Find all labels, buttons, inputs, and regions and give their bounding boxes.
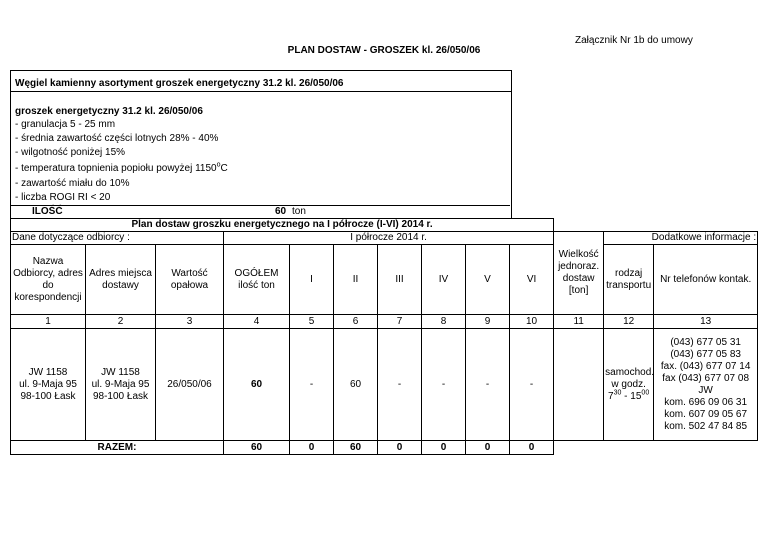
cell-address: JW 1158 ul. 9-Maja 95 98-100 Łask xyxy=(86,329,156,441)
spec-line: - liczba ROGI RI < 20 xyxy=(15,192,111,203)
col-number: 6 xyxy=(334,315,378,329)
col-number: 10 xyxy=(510,315,554,329)
header-month: II xyxy=(334,245,378,315)
totals-row xyxy=(11,441,758,455)
spec-line: - wilgotność poniżej 15% xyxy=(15,147,126,158)
header-value: Wartość opałowa xyxy=(156,245,224,315)
spec-line-temp: - temperatura topnienia popiołu powyżej 1150$^o$C xyxy=(15,161,228,174)
cell-value: 26/050/06 xyxy=(156,329,224,441)
divider xyxy=(11,91,511,92)
cell-transport: samochod. w godz. $7^{30} - 15^{00}$ xyxy=(604,329,654,441)
cell-month: - xyxy=(290,329,334,441)
quantity-unit: ton xyxy=(292,206,306,217)
col-number: 8 xyxy=(422,315,466,329)
col-number: 1 xyxy=(11,315,86,329)
cell-month: 60 xyxy=(334,329,378,441)
header-total: OGÓŁEM ilość ton xyxy=(224,245,290,315)
spec-subheader: groszek energetyczny 31.2 kl. 26/050/06 xyxy=(15,106,203,117)
header-month: VI xyxy=(510,245,554,315)
header-month: I xyxy=(290,245,334,315)
spec-box xyxy=(10,70,512,219)
header-month: III xyxy=(378,245,422,315)
col-number: 5 xyxy=(290,315,334,329)
quantity-row xyxy=(10,205,510,218)
col-number: 3 xyxy=(156,315,224,329)
spec-header: Węgiel kamienny asortyment groszek energetyczny 31.2 kl. 26/050/06 xyxy=(15,78,344,89)
header-month: V xyxy=(466,245,510,315)
header-transport: rodzaj transportu xyxy=(604,245,654,315)
col-number: 11 xyxy=(554,315,604,329)
spec-line: - granulacja 5 - 25 mm xyxy=(15,119,116,130)
group-recipient: Dane dotyczące odbiorcy : xyxy=(11,232,224,245)
quantity-value: 60 xyxy=(275,206,287,217)
delivery-plan-table xyxy=(10,218,758,455)
totals-month: 0 xyxy=(510,441,554,455)
col-number: 13 xyxy=(654,315,758,329)
totals-month: 0 xyxy=(378,441,422,455)
table-row xyxy=(11,329,758,441)
cell-month: - xyxy=(422,329,466,441)
totals-total: 60 xyxy=(224,441,290,455)
col-number: 9 xyxy=(466,315,510,329)
plan-title: Plan dostaw groszku energetycznego na I półrocze (I-VI) 2014 r. xyxy=(11,219,554,232)
col-number: 7 xyxy=(378,315,422,329)
totals-month: 0 xyxy=(290,441,334,455)
group-extra: Dodatkowe informacje : xyxy=(604,232,758,245)
quantity-label: ILOŚĆ xyxy=(32,206,63,217)
col-number: 4 xyxy=(224,315,290,329)
header-unit-size: Wielkość jednoraz. dostaw [ton] xyxy=(554,232,604,315)
header-phones: Nr telefonów kontak. xyxy=(654,245,758,315)
col-number: 12 xyxy=(604,315,654,329)
spec-line: - zawartość miału do 10% xyxy=(15,178,130,189)
header-month: IV xyxy=(422,245,466,315)
page-title: PLAN DOSTAW - GROSZEK kl. 26/050/06 xyxy=(287,45,481,56)
cell-phones: (043) 677 05 31 (043) 677 05 83 fax. (043) 677 07 14 fax (043) 677 07 08 JW kom. 696 09 06 31 kom. 607 09 05 67 kom. 502 47 84 85 xyxy=(654,329,758,441)
cell-month: - xyxy=(510,329,554,441)
cell-month: - xyxy=(466,329,510,441)
spec-line: - średnia zawartość części lotnych 28% - 40% xyxy=(15,133,219,144)
totals-month: 0 xyxy=(466,441,510,455)
cell-name: JW 1158 ul. 9-Maja 95 98-100 Łask xyxy=(11,329,86,441)
header-name: Nazwa Odbiorcy, adres do korespondencji xyxy=(11,245,86,315)
header-address: Adres miejsca dostawy xyxy=(86,245,156,315)
cell-unit-size xyxy=(554,329,604,441)
totals-month: 0 xyxy=(422,441,466,455)
cell-month: - xyxy=(378,329,422,441)
totals-month: 60 xyxy=(334,441,378,455)
totals-label: RAZEM: xyxy=(11,441,224,455)
group-half-year: I półrocze 2014 r. xyxy=(224,232,554,245)
col-number: 2 xyxy=(86,315,156,329)
cell-total: 60 xyxy=(224,329,290,441)
annex-note: Załącznik Nr 1b do umowy xyxy=(575,35,693,46)
